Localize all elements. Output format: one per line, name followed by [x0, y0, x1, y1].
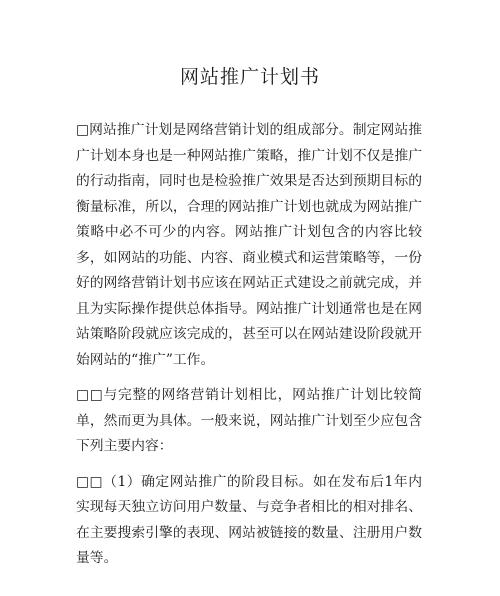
document-title: 网站推广计划书	[179, 66, 320, 88]
document-body	[76, 118, 422, 596]
paragraph: □网站推广计划是网络营销计划的组成部分。制定网站推广计划本身也是一种网站推广策略，推广计划不仅是推广的行动指南，同时也是检验推广效果是否达到预期目标的衡量标准，所以，合理的网站推广计划也就成为网站推广策略中必不可少的内容。网站推广计划包含的内容比较多，如网站的功能、内容、商业模式和运营策略等，一份好的网络营销计划书应该在网站正式建设之前就完成，并且为实际操作提供总体指导。网站推广计划通常也是在网站策略阶段就应该完成的，甚至可以在网站建设阶段就开始网站的“推广”工作。	[76, 122, 422, 368]
paragraph: □□（1）确定网站推广的阶段目标。如在发布后1年内实现每天独立访问用户数量、与竞争者相比的相对排名、在主要搜索引擎的表现、网站被链接的数量、注册用户数量等。	[76, 473, 422, 566]
cut-off-line	[76, 582, 422, 596]
paragraph: □□与完整的网络营销计划相比，网站推广计划比较简单，然而更为具体。一般来说，网站推广计划至少应包含下列主要内容：	[76, 387, 422, 454]
